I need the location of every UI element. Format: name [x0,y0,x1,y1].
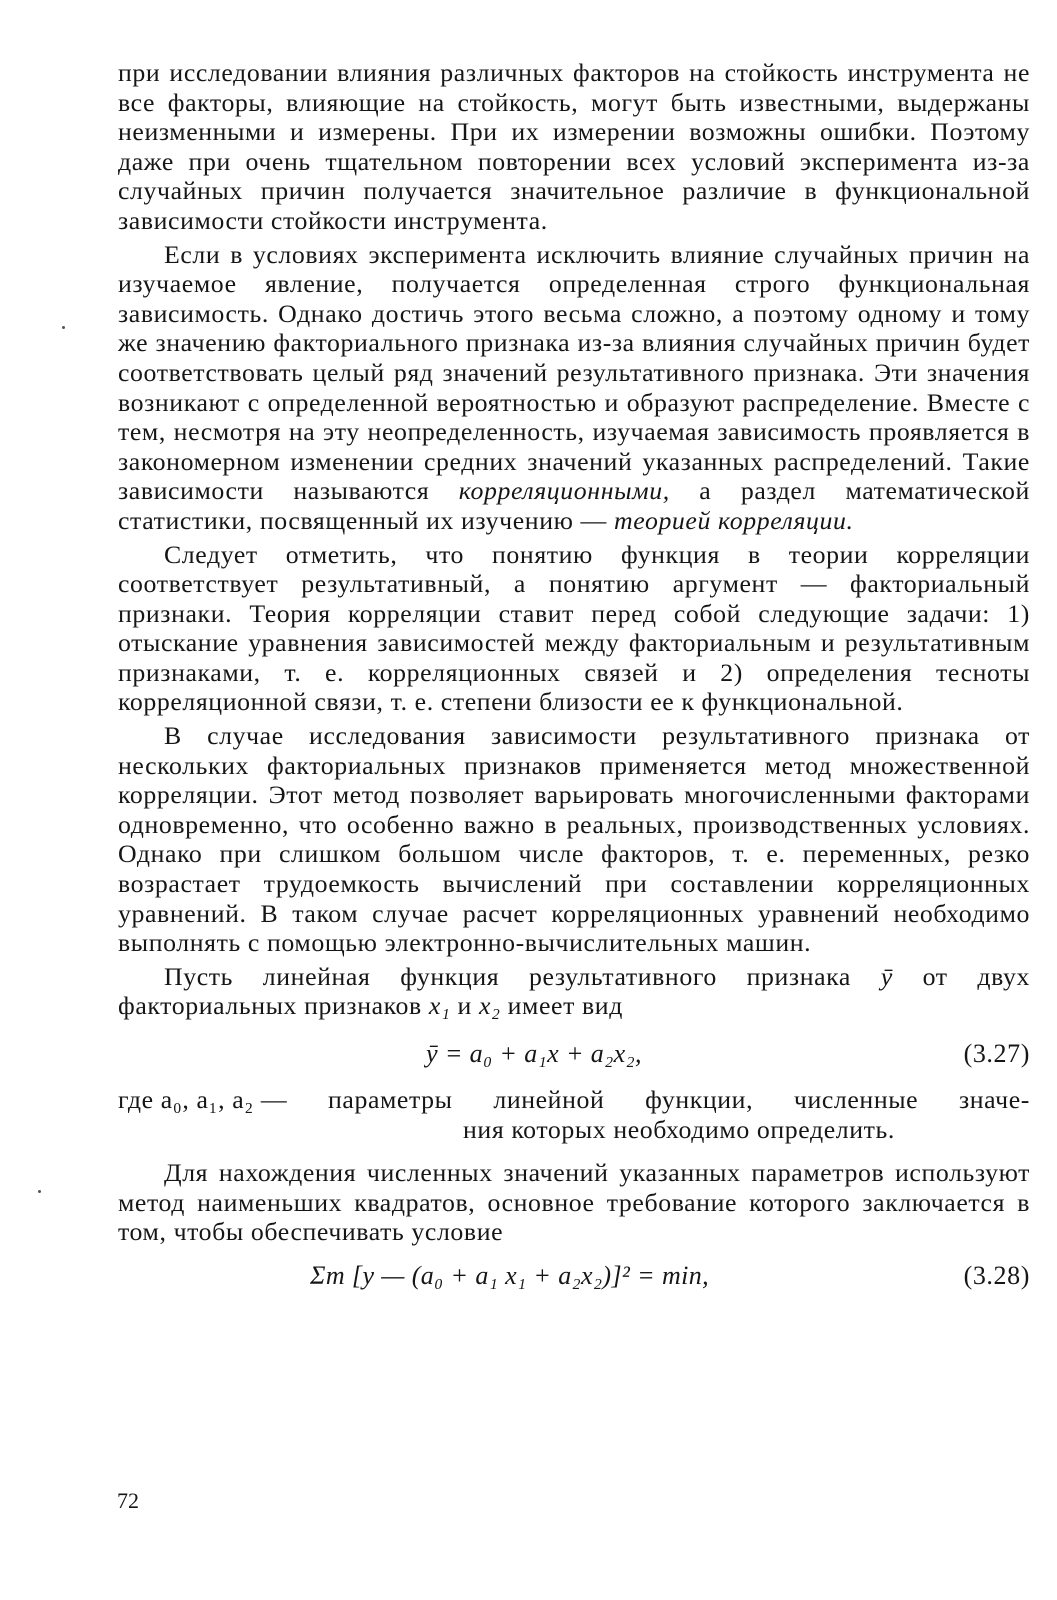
main-text [118,58,1030,1311]
paragraph-text: а раздел математической статистики, посвященный их изучению — [118,476,1030,535]
margin-speck [62,326,65,329]
paragraph-least-squares: Для нахождения численных значений указанных параметров используют метод наименьших квадратов, основное требование которого заключается в том, чтобы обеспечивать условие [118,1158,1030,1247]
paragraph-correlation-tasks: Следует отметить, что понятию функция в теории корреляции соответствует результативный, а понятию аргумент — факториальный признаки. Теория корреляции ставит перед собой следующие задачи: 1) отыскание уравнения зависимостей между факториальным и результативным признаками, т. е. корреляционных связей и 2) определения тесноты корреляционной связи, т. е. степени близости ее к функциональной. [118,539,1030,717]
term-correlation-theory: теорией корреляции. [614,505,854,535]
paragraph-linear-function [118,962,1030,1021]
formula-3-28-number: (3.28) [963,1260,1030,1290]
where-clause [118,1085,1030,1144]
where-clause-body [328,1085,1030,1144]
paragraph-random-causes [118,240,1030,536]
paragraph-text: от двух факториальных признаков [118,961,1030,1021]
symbol-x2: x₂ [478,991,501,1021]
where-clause-lead: где a₀, a₁, a₂ — [118,1085,288,1114]
margin-speck [38,1190,41,1193]
symbol-y-bar: ȳ [880,961,893,991]
where-clause-line-1: параметры линейной функции, численные значе- [328,1085,1030,1114]
symbol-x1: x₁ [428,991,451,1021]
paragraph-text: Если в условиях эксперимента исключить влияние случайных причин на изучаемое явление, получается определенная строго функциональная зависимость. Однако достичь этого весьма сложно, а поэтому одному и тому же значению факториального признака из-за влияния случайных причин будет соответствовать целый ряд значений результативного признака. Эти значения возникают с определенной вероятностью и образуют распределение. Вместе с тем, несмотря на эту неопределенность, изучаемая зависимость проявляется в закономерном изменении средних значений указанных распределений. Такие зависимости называются [118,239,1030,506]
page-number: 72 [117,1488,139,1513]
paragraph-text: и [457,991,472,1021]
formula-3-28 [118,1257,1030,1305]
formula-3-27-expression: ȳ = a₀ + a₁x + a₂x₂, [426,1039,642,1068]
paragraph-continuation: при исследовании влияния различных факторов на стойкость инструмента не все факторы, влияющие на стойкость, могут быть известными, выдержаны неизменными и измерены. При их измерении возможны ошибки. Поэтому даже при очень тщательном повторении всех условий эксперимента из-за случайных причин получается значительное различие в функциональной зависимости стойкости инструмента. [118,58,1030,235]
paragraph-text: Пусть линейная функция результативного признака [164,961,851,991]
formula-3-27 [118,1031,1030,1079]
formula-3-28-expression: Σm [y — (a₀ + a₁ x₁ + a₂x₂)]² = min, [310,1260,710,1290]
formula-3-27-number: (3.27) [963,1039,1030,1068]
where-clause-line-2: ния которых необходимо определить. [463,1114,895,1144]
paragraph-multiple-correlation: В случае исследования зависимости результативного признака от нескольких факториальных признаков применяется метод множественной корреляции. Этот метод позволяет варьировать многочисленными факторами одновременно, что особенно важно в реальных, производственных условиях. Однако при слишком большом числе факторов, т. е. переменных, резко возрастает трудоемкость вычислений при составлении корреляционных уравнений. В таком случае расчет корреляционных уравнений необходимо выполнять с помощью электронно-вычислительных машин. [118,721,1030,958]
term-correlational: корреляционными, [458,476,670,506]
paragraph-text: имеет вид [507,991,623,1021]
